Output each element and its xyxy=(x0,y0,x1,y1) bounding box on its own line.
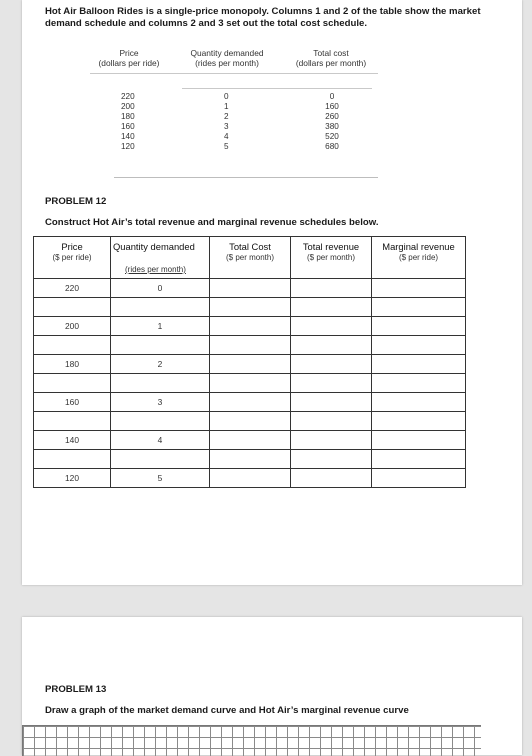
schedule-price-cell: 140 xyxy=(121,132,135,142)
spacer-cell[interactable] xyxy=(291,374,372,393)
spacer-cell xyxy=(34,374,111,393)
spacer-cell[interactable] xyxy=(372,374,466,393)
schedule-total-cost-cell: 160 xyxy=(325,102,339,112)
header-marginal-revenue xyxy=(372,237,466,279)
table-row xyxy=(34,393,466,412)
problem-13-title: PROBLEM 13 xyxy=(45,684,107,695)
price-cell: 160 xyxy=(34,393,111,412)
total-cost-cell[interactable] xyxy=(210,393,291,412)
schedule-header-rule xyxy=(90,73,378,74)
problem-12-title: PROBLEM 12 xyxy=(45,196,107,207)
spacer-cell[interactable] xyxy=(291,450,372,469)
spacer-cell xyxy=(111,450,210,469)
header-total-cost-title: Total Cost xyxy=(229,241,271,252)
total-revenue-cell[interactable] xyxy=(291,469,372,488)
table-row xyxy=(34,279,466,298)
price-cell: 220 xyxy=(34,279,111,298)
marginal-revenue-cell[interactable] xyxy=(372,355,466,374)
header-price xyxy=(34,237,111,279)
spacer-cell[interactable] xyxy=(210,374,291,393)
schedule-total-cost-cell: 260 xyxy=(325,112,339,122)
header-total-cost xyxy=(210,237,291,279)
schedule-header-quantity-sub: (rides per month) xyxy=(195,58,259,68)
schedule-quantity-cell: 4 xyxy=(224,132,229,142)
total-cost-cell[interactable] xyxy=(210,355,291,374)
schedule-header-quantity xyxy=(180,48,274,68)
table-row xyxy=(34,355,466,374)
problem-12-instruction: Construct Hot Air’s total revenue and marginal revenue schedules below. xyxy=(45,217,379,228)
header-total-revenue xyxy=(291,237,372,279)
schedule-quantity-cell: 1 xyxy=(224,102,229,112)
schedule-total-cost-cell: 520 xyxy=(325,132,339,142)
total-cost-cell[interactable] xyxy=(210,279,291,298)
spacer-cell[interactable] xyxy=(291,336,372,355)
price-cell: 180 xyxy=(34,355,111,374)
quantity-cell: 2 xyxy=(111,355,210,374)
price-cell: 200 xyxy=(34,317,111,336)
header-marginal-revenue-sub: ($ per ride) xyxy=(398,253,439,262)
intro-text: Hot Air Balloon Rides is a single-price monopoly. Columns 1 and 2 of the table show the market demand schedule and columns 2 and 3 set out the total cost schedule. xyxy=(45,6,481,29)
document-page-1 xyxy=(22,0,522,585)
price-cell: 120 xyxy=(34,469,111,488)
total-cost-cell[interactable] xyxy=(210,469,291,488)
schedule-quantity-cell: 2 xyxy=(224,112,229,122)
spacer-cell xyxy=(34,336,111,355)
marginal-revenue-cell[interactable] xyxy=(372,469,466,488)
table-row-spacer xyxy=(34,374,466,393)
total-cost-cell[interactable] xyxy=(210,431,291,450)
schedule-price-cell: 160 xyxy=(121,122,135,132)
spacer-cell[interactable] xyxy=(210,412,291,431)
table-row-spacer xyxy=(34,336,466,355)
table-row xyxy=(34,431,466,450)
spacer-cell xyxy=(34,298,111,317)
schedule-price-cell: 120 xyxy=(121,142,135,152)
quantity-cell: 0 xyxy=(111,279,210,298)
spacer-cell[interactable] xyxy=(372,412,466,431)
header-marginal-revenue-title: Marginal revenue xyxy=(382,241,455,252)
spacer-cell[interactable] xyxy=(210,336,291,355)
header-quantity xyxy=(111,237,210,279)
spacer-cell xyxy=(34,412,111,431)
spacer-cell xyxy=(111,412,210,431)
marginal-revenue-cell[interactable] xyxy=(372,279,466,298)
schedule-total-cost-column xyxy=(318,92,346,153)
schedule-quantity-cell: 0 xyxy=(224,92,229,101)
spacer-cell[interactable] xyxy=(372,336,466,355)
table-row xyxy=(34,317,466,336)
spacer-cell[interactable] xyxy=(291,298,372,317)
spacer-cell[interactable] xyxy=(372,450,466,469)
schedule-total-cost-cell: 380 xyxy=(325,122,339,132)
table-row-spacer xyxy=(34,412,466,431)
problem-13-instruction: Draw a graph of the market demand curve and Hot Air’s marginal revenue curve xyxy=(45,705,409,716)
spacer-cell[interactable] xyxy=(210,450,291,469)
spacer-cell[interactable] xyxy=(291,412,372,431)
graph-grid[interactable] xyxy=(22,725,481,756)
marginal-revenue-cell[interactable] xyxy=(372,393,466,412)
quantity-cell: 1 xyxy=(111,317,210,336)
spacer-cell xyxy=(111,374,210,393)
price-cell: 140 xyxy=(34,431,111,450)
total-cost-cell[interactable] xyxy=(210,317,291,336)
spacer-cell xyxy=(34,450,111,469)
schedule-total-cost-cell: 680 xyxy=(325,142,339,152)
spacer-cell xyxy=(111,336,210,355)
header-total-revenue-title: Total revenue xyxy=(302,241,360,252)
schedule-header-price-title: Price xyxy=(119,48,139,58)
header-total-cost-sub: ($ per month) xyxy=(225,253,275,262)
schedule-total-cost-cell: 0 xyxy=(329,92,335,101)
spacer-cell[interactable] xyxy=(210,298,291,317)
table-row xyxy=(34,469,466,488)
schedule-header-total-cost xyxy=(288,48,374,68)
schedule-header-quantity-title: Quantity demanded xyxy=(190,48,264,58)
total-revenue-cell[interactable] xyxy=(291,317,372,336)
schedule-subrule xyxy=(182,88,372,89)
marginal-revenue-cell[interactable] xyxy=(372,431,466,450)
total-revenue-cell[interactable] xyxy=(291,393,372,412)
document-page-2 xyxy=(22,617,522,755)
schedule-header-price-sub: (dollars per ride) xyxy=(98,58,160,68)
marginal-revenue-cell[interactable] xyxy=(372,317,466,336)
spacer-cell xyxy=(111,298,210,317)
header-total-revenue-sub: ($ per month) xyxy=(306,253,356,262)
revenue-table-header-row xyxy=(34,237,466,279)
table-row-spacer xyxy=(34,450,466,469)
revenue-table xyxy=(33,236,466,488)
total-revenue-cell[interactable] xyxy=(291,279,372,298)
header-price-title: Price xyxy=(61,241,83,252)
schedule-price-column xyxy=(121,92,135,153)
header-quantity-title: Quantity demanded xyxy=(113,241,195,252)
schedule-header-price xyxy=(92,48,166,68)
header-price-sub: ($ per ride) xyxy=(52,253,92,262)
schedule-quantity-cell: 3 xyxy=(224,122,229,132)
schedule-header-total-cost-title: Total cost xyxy=(313,48,349,58)
total-revenue-cell[interactable] xyxy=(291,355,372,374)
table-row-spacer xyxy=(34,298,466,317)
quantity-cell: 4 xyxy=(111,431,210,450)
schedule-price-cell: 180 xyxy=(121,112,135,122)
schedule-bottom-rule xyxy=(114,177,378,178)
quantity-cell: 5 xyxy=(111,469,210,488)
schedule-price-cell: 220 xyxy=(121,92,135,101)
quantity-cell: 3 xyxy=(111,393,210,412)
schedule-header-total-cost-sub: (dollars per month) xyxy=(295,58,367,68)
spacer-cell[interactable] xyxy=(372,298,466,317)
total-revenue-cell[interactable] xyxy=(291,431,372,450)
schedule-price-cell: 200 xyxy=(121,102,135,112)
schedule-quantity-column xyxy=(224,92,229,153)
schedule-quantity-cell: 5 xyxy=(224,142,229,152)
header-quantity-sub: (rides per month) xyxy=(125,265,186,274)
